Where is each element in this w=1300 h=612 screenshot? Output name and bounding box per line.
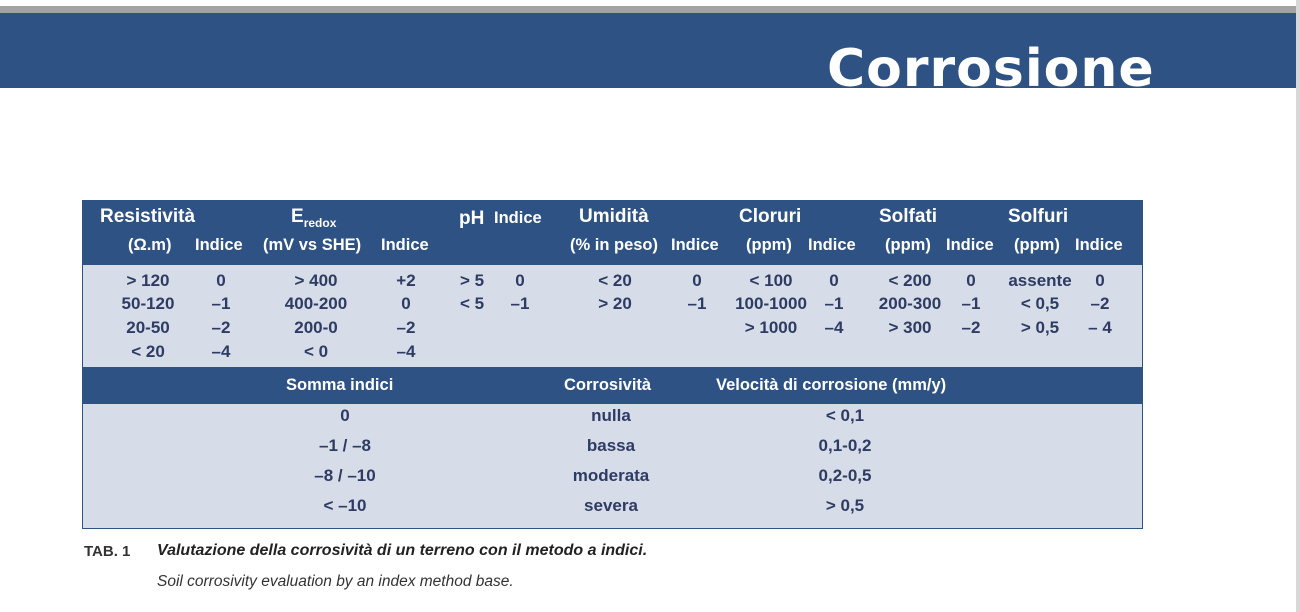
cell-velocita: < 0,1	[825, 406, 865, 425]
cell-velocita: > 0,5	[825, 496, 865, 515]
header-banner	[0, 13, 1296, 88]
cell-somma-indici: 0	[340, 406, 350, 425]
right-edge-rule	[1296, 0, 1300, 612]
header-umidita: Umidità	[579, 206, 649, 227]
cell-solfuri-indice: 0	[1095, 271, 1105, 290]
caption-label: TAB. 1	[84, 543, 131, 560]
cell-resistivita-indice: –1	[211, 294, 231, 313]
cell-corrosivita: bassa	[586, 436, 636, 455]
cell-eredox-indice: –2	[396, 318, 416, 337]
cell-eredox-value: > 400	[294, 271, 338, 290]
header-resistivita-indice: Indice	[195, 236, 243, 254]
cell-eredox-indice: +2	[396, 271, 416, 290]
cell-eredox-indice: –4	[396, 342, 416, 361]
cell-solfati-indice: –2	[961, 318, 981, 337]
cell-solfati-indice: –1	[961, 294, 981, 313]
cell-solfuri-indice: –2	[1090, 294, 1110, 313]
cell-cloruri-indice: 0	[829, 271, 839, 290]
cell-velocita: 0,2-0,5	[818, 466, 872, 485]
cell-solfati-indice: 0	[966, 271, 976, 290]
cell-solfuri-indice: – 4	[1088, 318, 1112, 337]
cell-ph-value: < 5	[459, 294, 485, 313]
cell-ph-indice: 0	[515, 271, 525, 290]
cell-resistivita-indice: –2	[211, 318, 231, 337]
cell-eredox-value: < 0	[303, 342, 329, 361]
cell-corrosivita: severa	[584, 496, 638, 515]
cell-eredox-indice: 0	[401, 294, 411, 313]
cell-resistivita-value: 20-50	[126, 318, 170, 337]
header-solfuri: Solfuri	[1008, 206, 1069, 227]
cell-cloruri-value: > 1000	[744, 318, 798, 337]
header-corrosivita: Corrosività	[564, 376, 652, 394]
cell-ph-indice: –1	[510, 294, 530, 313]
cell-cloruri-value: < 100	[749, 271, 793, 290]
cell-velocita: 0,1-0,2	[818, 436, 872, 455]
header-solfati: Solfati	[879, 206, 938, 227]
header-cloruri-indice: Indice	[808, 236, 856, 254]
header-resistivita: Resistività	[100, 206, 196, 227]
cell-resistivita-indice: 0	[216, 271, 226, 290]
cell-resistivita-indice: –4	[211, 342, 231, 361]
page-title: Corrosione	[827, 39, 1155, 88]
cell-solfuri-value: > 0,5	[1020, 318, 1060, 337]
header-resistivita-unit: (Ω.m)	[128, 236, 172, 254]
cell-corrosivita: moderata	[572, 466, 650, 485]
top-gray-rule	[0, 6, 1296, 13]
header-eredox-unit: (mV vs SHE)	[263, 236, 362, 254]
cell-ph-value: > 5	[459, 271, 485, 290]
header-solfuri-indice: Indice	[1075, 236, 1123, 254]
header-umidita-unit: (% in peso)	[570, 236, 659, 254]
cell-eredox-value: 400-200	[284, 294, 348, 313]
cell-resistivita-value: > 120	[126, 271, 170, 290]
header-ph: pH	[459, 208, 485, 229]
cell-umidita-value: < 20	[598, 271, 632, 290]
cell-resistivita-value: 50-120	[121, 294, 175, 313]
header-eredox: $E_{redox}$	[291, 206, 337, 230]
cell-resistivita-value: < 20	[131, 342, 165, 361]
cell-umidita-indice: 0	[692, 271, 702, 290]
header-solfati-unit: (ppm)	[885, 236, 931, 254]
cell-solfati-value: 200-300	[878, 294, 942, 313]
header-velocita: Velocità di corrosione (mm/y)	[716, 376, 947, 394]
cell-cloruri-indice: –1	[824, 294, 844, 313]
cell-solfati-value: > 300	[888, 318, 932, 337]
cell-umidita-indice: –1	[687, 294, 707, 313]
cell-somma-indici: < –10	[323, 496, 367, 515]
cell-somma-indici: –1 / –8	[319, 436, 371, 455]
cell-cloruri-value: 100-1000	[735, 294, 807, 313]
header-eredox-indice: Indice	[381, 236, 429, 254]
cell-somma-indici: –8 / –10	[314, 466, 376, 485]
caption-italian: Valutazione della corrosività di un terreno con il metodo a indici.	[157, 542, 648, 559]
header-somma-indici: Somma indici	[286, 376, 394, 394]
header-cloruri-unit: (ppm)	[746, 236, 792, 254]
cell-solfuri-value: assente	[1008, 271, 1072, 290]
cell-solfuri-value: < 0,5	[1020, 294, 1060, 313]
cell-eredox-value: 200-0	[294, 318, 338, 337]
cell-umidita-value: > 20	[598, 294, 632, 313]
cell-solfati-value: < 200	[888, 271, 932, 290]
header-solfati-indice: Indice	[946, 236, 994, 254]
header-cloruri: Cloruri	[739, 206, 802, 227]
header-solfuri-unit: (ppm)	[1014, 236, 1060, 254]
cell-corrosivita: nulla	[591, 406, 631, 425]
header-ph-indice: Indice	[494, 209, 542, 227]
cell-cloruri-indice: –4	[824, 318, 844, 337]
caption-english: Soil corrosivity evaluation by an index method base.	[157, 573, 514, 590]
header-eredox-subscript: redox	[303, 216, 337, 230]
header-umidita-indice: Indice	[671, 236, 719, 254]
